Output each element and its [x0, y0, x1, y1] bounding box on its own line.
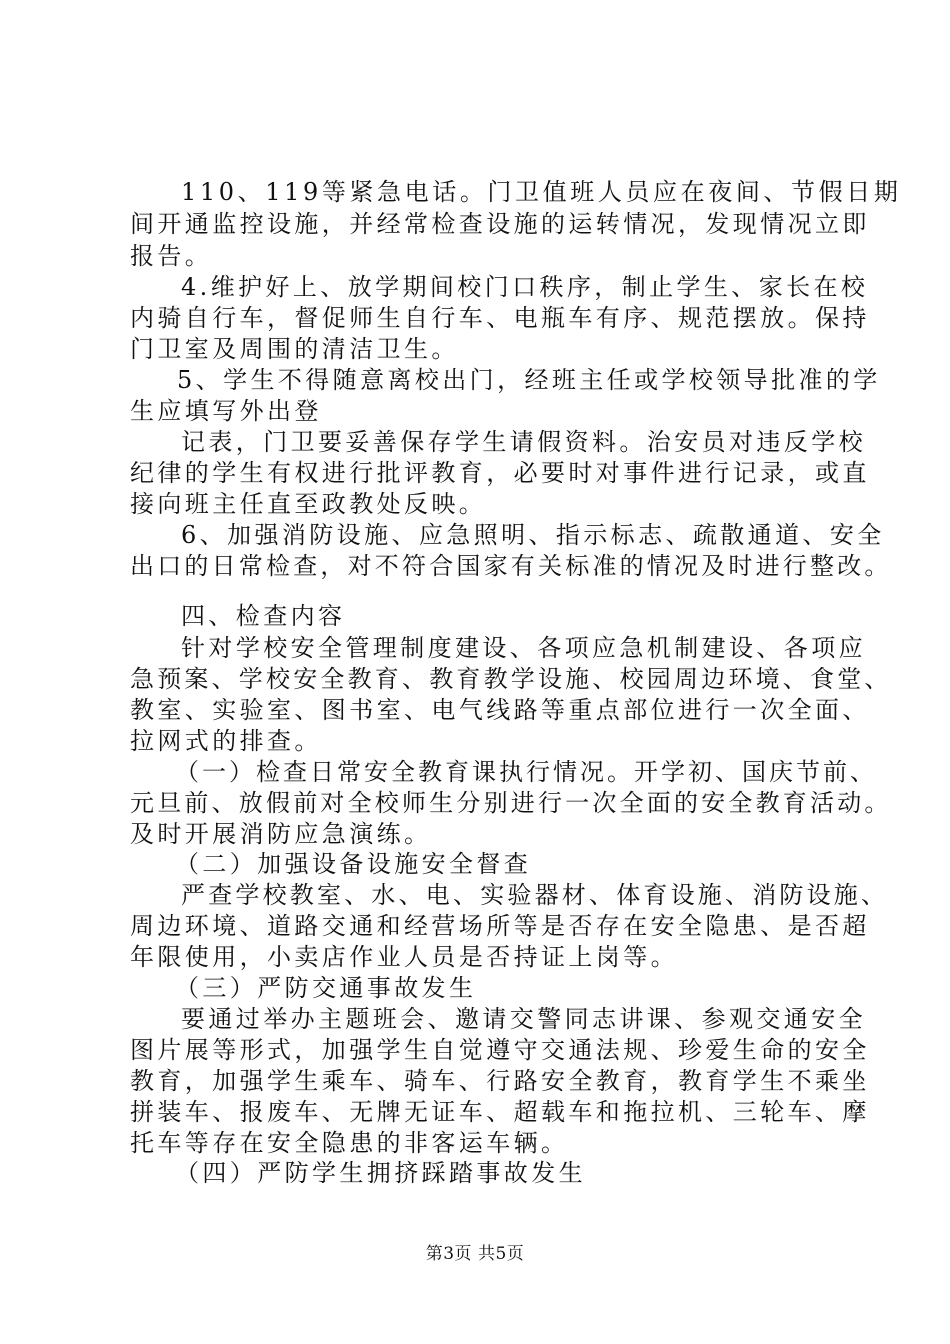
text-line: 教室、实验室、图书室、电气线路等重点部位进行一次全面、 [130, 696, 870, 724]
text-line: 间开通监控设施，并经常检查设施的运转情况，发现情况立即 [130, 210, 870, 238]
text-line: 记表，门卫要妥善保存学生请假资料。治安员对违反学校 [181, 428, 866, 456]
text-line: 托车等存在安全隐患的非客运车辆。 [130, 1129, 569, 1157]
subsection-heading: （四）严防学生拥挤踩踏事故发生 [175, 1159, 586, 1187]
text-line: 5、学生不得随意离校出门，经班主任或学校领导批准的学 [177, 366, 881, 394]
page-number-footer: 第3页 共5页 [425, 1244, 525, 1264]
text-line: 元旦前、放假前对全校师生分别进行一次全面的安全教育活动。 [130, 789, 892, 817]
text-line: 要通过举办主题班会、邀请交警同志讲课、参观交通安全 [181, 1005, 866, 1033]
text-line: 出口的日常检查，对不符合国家有关标准的情况及时进行整改。 [130, 552, 892, 580]
text-line: 拉网式的排查。 [130, 727, 322, 755]
text-line: 教育，加强学生乘车、骑车、行路安全教育，教育学生不乘坐 [130, 1067, 870, 1095]
text-line: 门卫室及周围的清洁卫生。 [130, 335, 459, 363]
text-line: 图片展等形式，加强学生自觉遵守交通法规、珍爱生命的安全 [130, 1036, 870, 1064]
text-line: 拼装车、报废车、无牌无证车、超载车和拖拉机、三轮车、摩 [130, 1098, 870, 1126]
text-line: 110、119等紧急电话。门卫值班人员应在夜间、节假日期 [181, 178, 902, 206]
section-heading: 四、检查内容 [181, 602, 346, 630]
text-line: 周边环境、道路交通和经营场所等是否存在安全隐患、是否超 [130, 912, 870, 940]
text-line: 针对学校安全管理制度建设、各项应急机制建设、各项应 [181, 634, 866, 662]
text-line: 生应填写外出登 [130, 397, 322, 425]
text-line: 4.维护好上、放学期间校门口秩序，制止学生、家长在校 [181, 273, 869, 301]
text-line: 6、加强消防设施、应急照明、指示标志、疏散通道、安全 [181, 521, 885, 549]
text-line: 及时开展消防应急演练。 [130, 820, 432, 848]
text-line: 接向班主任直至政教处反映。 [130, 490, 487, 518]
text-line: 严查学校教室、水、电、实验器材、体育设施、消防设施、 [181, 881, 889, 909]
text-line: 急预案、学校安全教育、教育教学设施、校园周边环境、食堂、 [130, 665, 892, 693]
text-line: 报告。 [130, 242, 213, 270]
subsection-heading: （一）检查日常安全教育课执行情况。开学初、国庆节前、 [175, 758, 877, 786]
subsection-heading: （三）严防交通事故发生 [175, 974, 477, 1002]
subsection-heading: （二）加强设备设施安全督查 [175, 850, 532, 878]
text-line: 纪律的学生有权进行批评教育，必要时对事件进行记录，或直 [130, 459, 870, 487]
text-line: 内骑自行车，督促师生自行车、电瓶车有序、规范摆放。保持 [130, 304, 870, 332]
text-line: 年限使用，小卖店作业人员是否持证上岗等。 [130, 943, 678, 971]
